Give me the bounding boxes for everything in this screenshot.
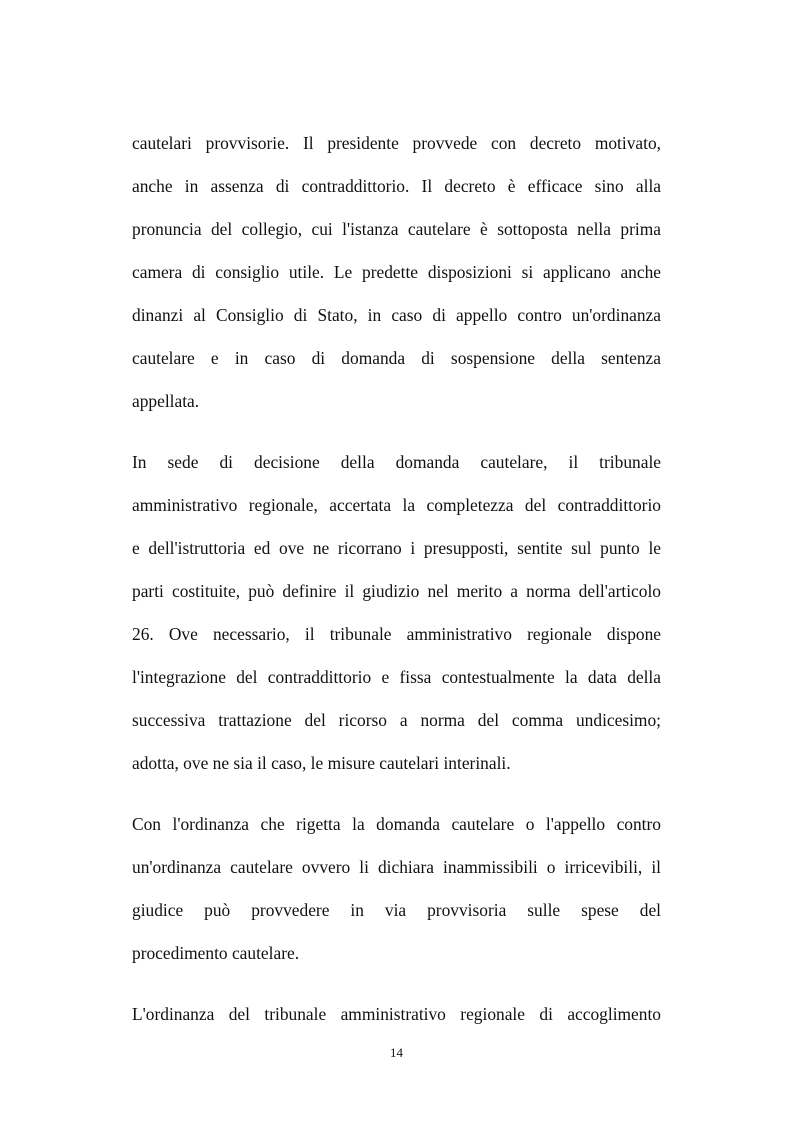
text-line: amministrativo regionale, accertata la completezza del contraddittorio: [132, 495, 661, 515]
text-line: giudice può provvedere in via provvisoria sulle spese del: [132, 900, 661, 920]
text-line: anche in assenza di contraddittorio. Il decreto è efficace sino alla: [132, 176, 661, 196]
text-line: 26. Ove necessario, il tribunale amministrativo regionale dispone: [132, 624, 661, 644]
text-line: un'ordinanza cautelare ovvero li dichiara inammissibili o irricevibili, il: [132, 857, 661, 877]
text-line: pronuncia del collegio, cui l'istanza cautelare è sottoposta nella prima: [132, 219, 661, 239]
body-text: [132, 122, 661, 1054]
paragraph-2: [132, 441, 661, 785]
text-line: l'integrazione del contraddittorio e fissa contestualmente la data della: [132, 667, 661, 687]
text-line: parti costituite, può definire il giudizio nel merito a norma dell'articolo: [132, 581, 661, 601]
text-line: adotta, ove ne sia il caso, le misure cautelari interinali.: [132, 753, 511, 773]
text-line: dinanzi al Consiglio di Stato, in caso di appello contro un'ordinanza: [132, 305, 661, 325]
text-line: Con l'ordinanza che rigetta la domanda cautelare o l'appello contro: [132, 814, 661, 834]
paragraph-1: [132, 122, 661, 423]
paragraph-3: [132, 803, 661, 975]
text-line: cautelare e in caso di domanda di sospensione della sentenza: [132, 348, 661, 368]
text-line: L'ordinanza del tribunale amministrativo regionale di accoglimento: [132, 1004, 661, 1024]
text-line: In sede di decisione della domanda cautelare, il tribunale: [132, 452, 661, 472]
text-line: appellata.: [132, 391, 200, 411]
text-line: e dell'istruttoria ed ove ne ricorrano i presupposti, sentite sul punto le: [132, 538, 661, 558]
text-line: successiva trattazione del ricorso a norma del comma undicesimo;: [132, 710, 661, 730]
text-line: camera di consiglio utile. Le predette disposizioni si applicano anche: [132, 262, 661, 282]
paragraph-4: [132, 993, 661, 1036]
page-number: 14: [390, 1045, 403, 1060]
text-line: cautelari provvisorie. Il presidente provvede con decreto motivato,: [132, 133, 661, 153]
text-line: procedimento cautelare.: [132, 943, 300, 963]
